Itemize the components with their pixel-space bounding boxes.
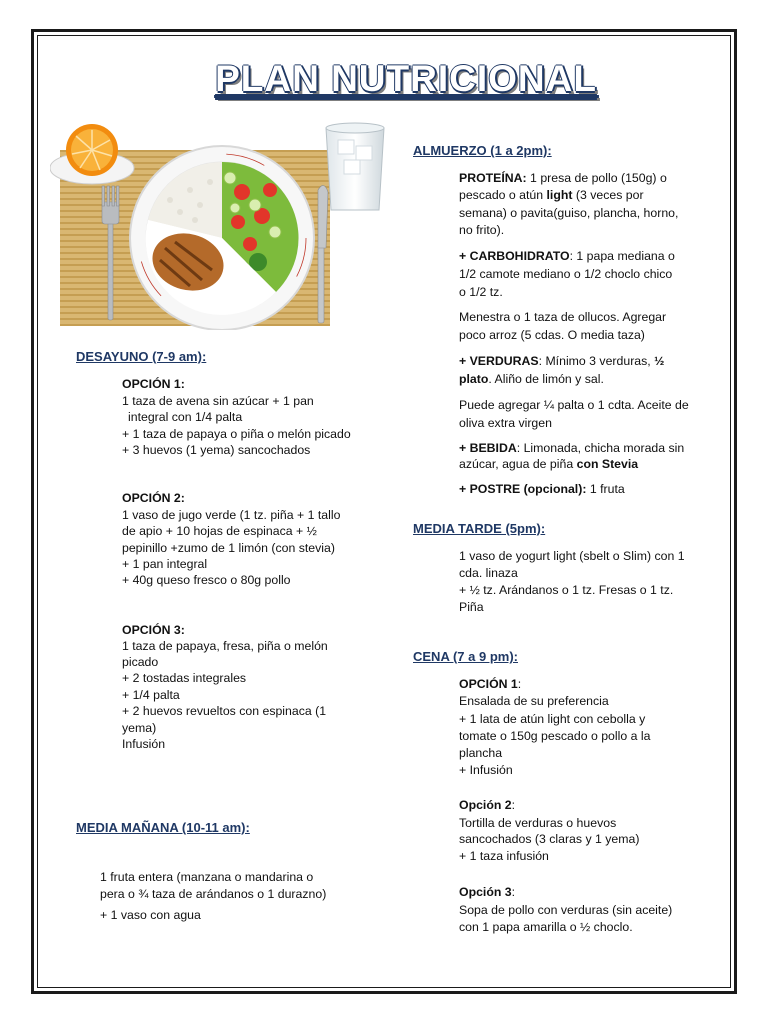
- desayuno-op2-line: + 40g queso fresco o 80g pollo: [122, 573, 291, 587]
- media-manana-line: pera o ¾ taza de arándanos o 1 durazno): [100, 887, 327, 901]
- cena-op2-line: Tortilla de verduras o huevos: [459, 816, 617, 830]
- postre-label: + POSTRE (opcional):: [459, 482, 587, 496]
- desayuno-op3-line: + 2 tostadas integrales: [122, 671, 247, 685]
- cena-op1-line: Ensalada de su preferencia: [459, 694, 609, 708]
- desayuno-op3-line: Infusión: [122, 737, 166, 751]
- media-manana-line: 1 fruta entera (manzana o mandarina o: [100, 870, 314, 884]
- verduras-rest: . Aliño de limón y sal.: [488, 372, 604, 386]
- desayuno-op2-line: de apio + 10 hojas de espinaca + ½: [122, 524, 317, 538]
- media-tarde-line: Piña: [459, 600, 484, 614]
- almuerzo-carbo-line3: o 1/2 tz.: [459, 285, 503, 299]
- cena-op2-label: Opción 2: [459, 798, 512, 812]
- media-tarde-line: + ½ tz. Arándanos o 1 tz. Fresas o 1 tz.: [459, 583, 674, 597]
- almuerzo-proteina-line4: no frito).: [459, 223, 505, 237]
- desayuno-op1-line: + 3 huevos (1 yema) sancochados: [122, 443, 311, 457]
- verduras-label: + VERDURAS: [459, 354, 539, 368]
- desayuno-op3-line: 1 taza de papaya, fresa, piña o melón: [122, 639, 328, 653]
- bebida-text: : Limonada, chicha morada sin: [516, 441, 685, 455]
- bebida-text: azúcar, agua de piña: [459, 457, 577, 471]
- proteina-text: (3 veces por: [572, 188, 644, 202]
- cena-op3-line: con 1 papa amarilla o ½ choclo.: [459, 920, 633, 934]
- cena-op3-line: Sopa de pollo con verduras (sin aceite): [459, 903, 673, 917]
- carbo-text: : 1 papa mediana o: [569, 249, 675, 263]
- almuerzo-menestra-line: poco arroz (5 cdas. O media taza): [459, 328, 645, 342]
- proteina-text: pescado o atún: [459, 188, 547, 202]
- desayuno-op2-line: 1 vaso de jugo verde (1 tz. piña + 1 tallo: [122, 508, 341, 522]
- bebida-label: + BEBIDA: [459, 441, 517, 455]
- desayuno-op3-title: OPCIÓN 3:: [122, 623, 185, 637]
- media-tarde-line: cda. linaza: [459, 566, 518, 580]
- almuerzo-carbo-line1: [459, 248, 675, 265]
- desayuno-op3-line: + 1/4 palta: [122, 688, 180, 702]
- cena-op2-line: sancochados (3 claras y 1 yema): [459, 832, 640, 846]
- heading-media-tarde: MEDIA TARDE (5pm):: [413, 521, 546, 536]
- proteina-text: 1 presa de pollo (150g) o: [526, 171, 667, 185]
- plate-icon: [130, 146, 314, 330]
- desayuno-op1-line: + 1 taza de papaya o piña o melón picado: [122, 427, 351, 441]
- proteina-light: light: [546, 188, 573, 202]
- desayuno-op2-line: + 1 pan integral: [122, 557, 208, 571]
- bebida-stevia: con Stevia: [576, 457, 639, 471]
- almuerzo-postre: [459, 481, 625, 498]
- media-tarde-line: 1 vaso de yogurt light (sbelt o Slim) con 1: [459, 549, 685, 563]
- cena-op1-line: + 1 lata de atún light con cebolla y: [459, 712, 646, 726]
- almuerzo-verduras-line2: [459, 371, 604, 388]
- cena-op3-label: Opción 3: [459, 885, 512, 899]
- cena-op3-colon: :: [511, 885, 516, 899]
- almuerzo-proteina-line3: semana) o pavita(guiso, plancha, horno,: [459, 206, 679, 220]
- desayuno-op3-line: yema): [122, 721, 157, 735]
- cena-op3-title: [459, 884, 515, 901]
- desayuno-op2-title: OPCIÓN 2:: [122, 491, 185, 505]
- almuerzo-proteina-line2: [459, 187, 644, 204]
- almuerzo-menestra-line: Menestra o 1 taza de ollucos. Agregar: [459, 310, 667, 324]
- heading-cena: CENA (7 a 9 pm):: [413, 649, 518, 664]
- healthy-plate-illustration: [50, 120, 390, 330]
- cena-op1-line: + Infusión: [459, 763, 513, 777]
- almuerzo-aceite-line: Puede agregar ¼ palta o 1 cdta. Aceite de: [459, 398, 689, 412]
- cena-op2-title: [459, 797, 515, 814]
- verduras-text: : Mínimo 3 verduras,: [538, 354, 655, 368]
- cena-op1-label: OPCIÓN 1: [459, 677, 518, 691]
- postre-text: 1 fruta: [586, 482, 625, 496]
- almuerzo-proteina-line1: [459, 170, 667, 187]
- almuerzo-verduras-line1: [459, 353, 664, 370]
- carbo-label: + CARBOHIDRATO: [459, 249, 570, 263]
- verduras-half: ½: [654, 354, 665, 368]
- desayuno-op1-title: OPCIÓN 1:: [122, 377, 185, 391]
- heading-media-manana: MEDIA MAÑANA (10-11 am):: [76, 820, 250, 835]
- heading-almuerzo: ALMUERZO (1 a 2pm):: [413, 143, 552, 158]
- desayuno-op3-line: + 2 huevos revueltos con espinaca (1: [122, 704, 327, 718]
- desayuno-op1-line: 1 taza de avena sin azúcar + 1 pan: [122, 394, 314, 408]
- page-title: PLAN NUTRICIONAL: [215, 58, 597, 99]
- water-glass-icon: [326, 123, 384, 210]
- cena-op1-line: plancha: [459, 746, 503, 760]
- desayuno-op3-line: picado: [122, 655, 159, 669]
- cena-op2-line: + 1 taza infusión: [459, 849, 549, 863]
- almuerzo-bebida-line1: [459, 440, 684, 457]
- desayuno-op2-line: pepinillo +zumo de 1 limón (con stevia): [122, 541, 335, 555]
- desayuno-op1-line: integral con 1/4 palta: [128, 410, 243, 424]
- cena-op2-colon: :: [511, 798, 516, 812]
- cena-op1-title: [459, 676, 521, 693]
- cena-op1-line: tomate o 150g pescado o pollo a la: [459, 729, 651, 743]
- almuerzo-bebida-line2: [459, 456, 638, 473]
- proteina-label: PROTEÍNA:: [459, 171, 527, 185]
- verduras-plato: plato: [459, 372, 489, 386]
- almuerzo-carbo-line2: 1/2 camote mediano o 1/2 choclo chico: [459, 267, 673, 281]
- media-manana-extra: + 1 vaso con agua: [100, 908, 201, 922]
- almuerzo-aceite-line: oliva extra virgen: [459, 416, 552, 430]
- cena-op1-colon: :: [517, 677, 522, 691]
- heading-desayuno: DESAYUNO (7-9 am):: [76, 349, 207, 364]
